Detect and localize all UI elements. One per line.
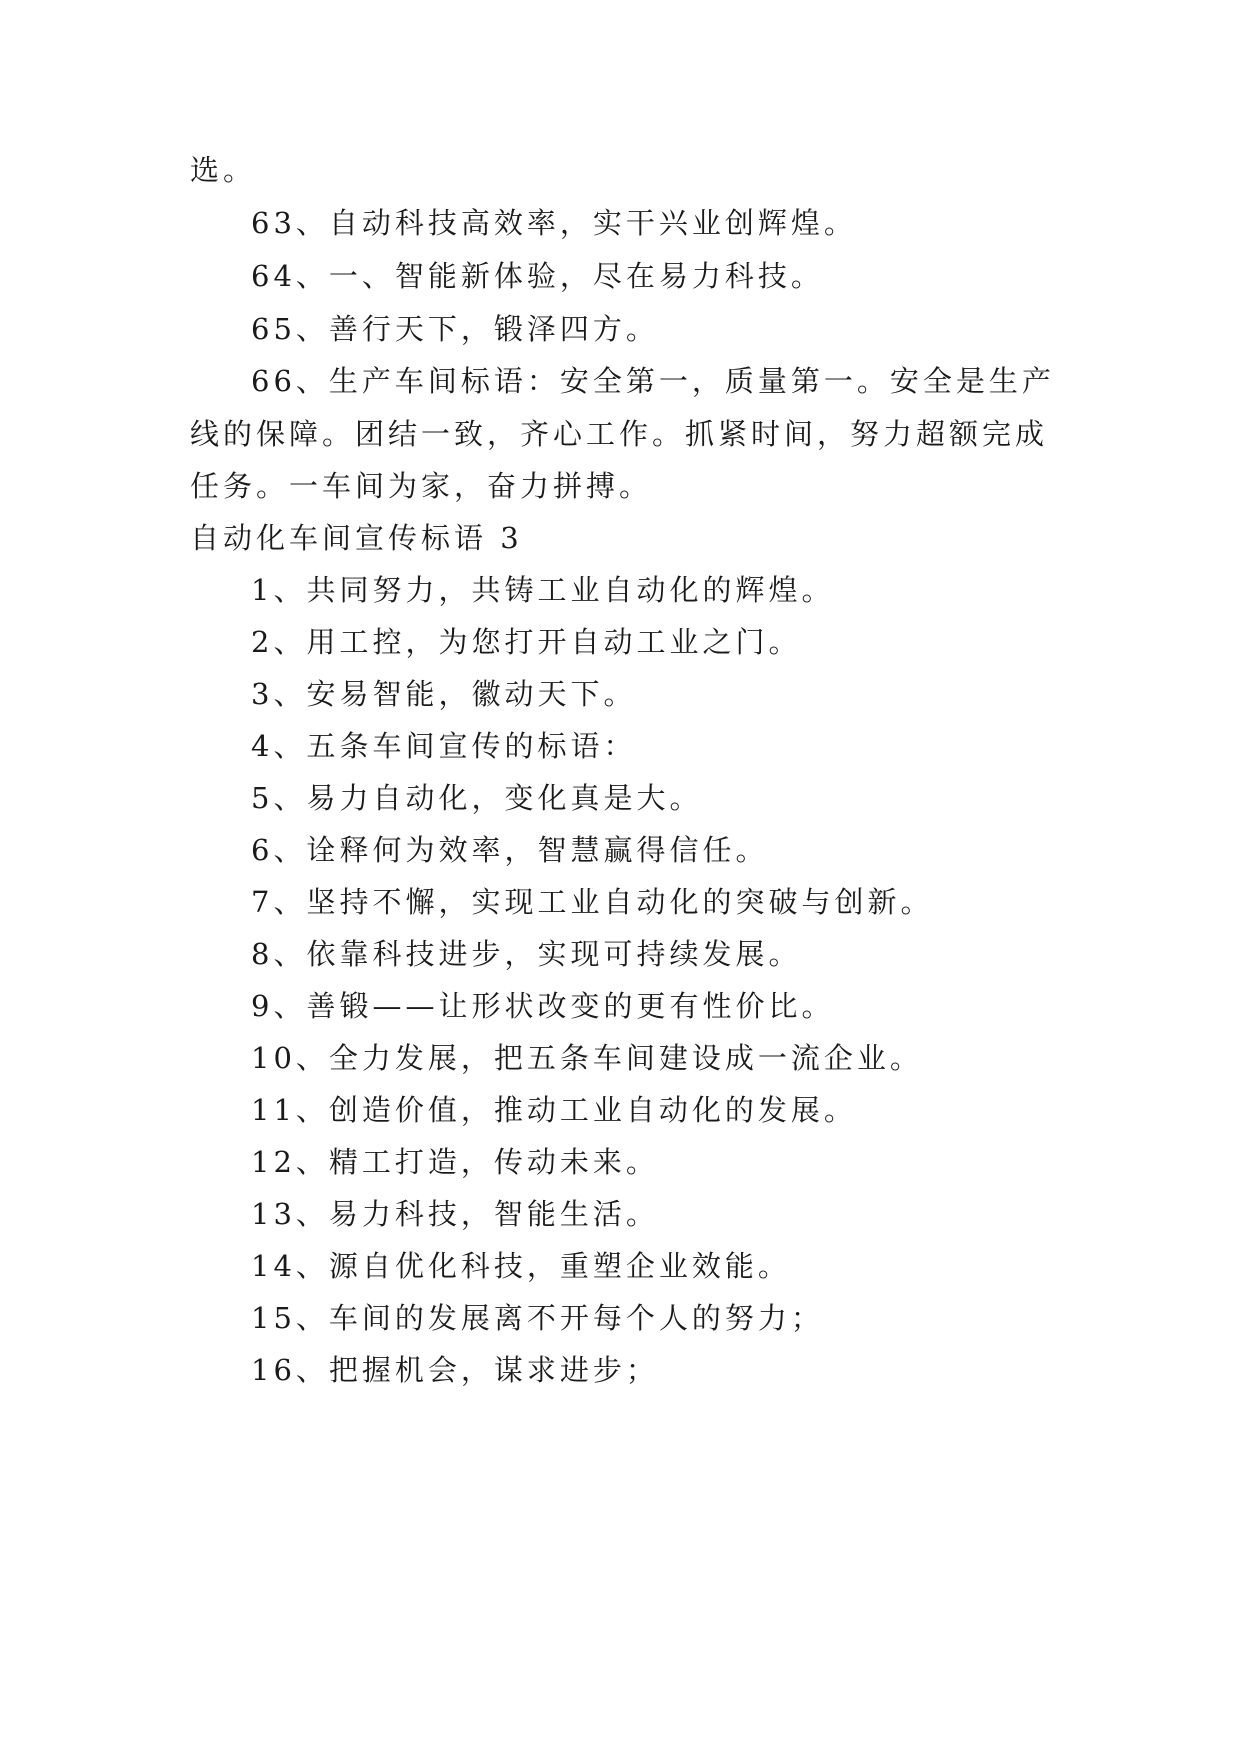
continuation-text: 选。 [190, 153, 257, 187]
list-item: 13、易力科技，智能生活。 [251, 1197, 659, 1231]
list-item: 6、诠释何为效率，智慧赢得信任。 [251, 833, 769, 867]
section-heading: 自动化车间宣传标语 3 [190, 521, 523, 555]
list-item: 16、把握机会，谋求进步； [251, 1353, 659, 1387]
list-item: 9、善锻——让形状改变的更有性价比。 [251, 989, 835, 1023]
list-item: 8、依靠科技进步，实现可持续发展。 [251, 937, 802, 971]
list-item: 5、易力自动化，变化真是大。 [251, 781, 703, 815]
list-item: 11、创造价值，推动工业自动化的发展。 [251, 1093, 857, 1127]
list-item: 65、善行天下，锻泽四方。 [251, 312, 659, 346]
list-item: 7、坚持不懈，实现工业自动化的突破与创新。 [251, 885, 934, 919]
list-item-66-line3: 任务。一车间为家，奋力拼搏。 [190, 469, 653, 503]
list-item: 1、共同努力，共铸工业自动化的辉煌。 [251, 573, 835, 607]
list-item: 64、一、智能新体验，尽在易力科技。 [251, 259, 824, 293]
list-item-66-line1: 66、生产车间标语：安全第一，质量第一。安全是生产 [251, 364, 1055, 398]
list-item: 15、车间的发展离不开每个人的努力； [251, 1301, 824, 1335]
list-item: 14、源自优化科技，重塑企业效能。 [251, 1249, 791, 1283]
list-item: 2、用工控，为您打开自动工业之门。 [251, 625, 802, 659]
list-item: 3、安易智能，徽动天下。 [251, 677, 637, 711]
list-item: 4、五条车间宣传的标语： [251, 729, 637, 763]
list-item-66-line2: 线的保障。团结一致，齐心工作。抓紧时间，努力超额完成 [190, 417, 1049, 451]
list-item: 63、自动科技高效率，实干兴业创辉煌。 [251, 206, 857, 240]
list-item: 12、精工打造，传动未来。 [251, 1145, 659, 1179]
list-item: 10、全力发展，把五条车间建设成一流企业。 [251, 1041, 923, 1075]
